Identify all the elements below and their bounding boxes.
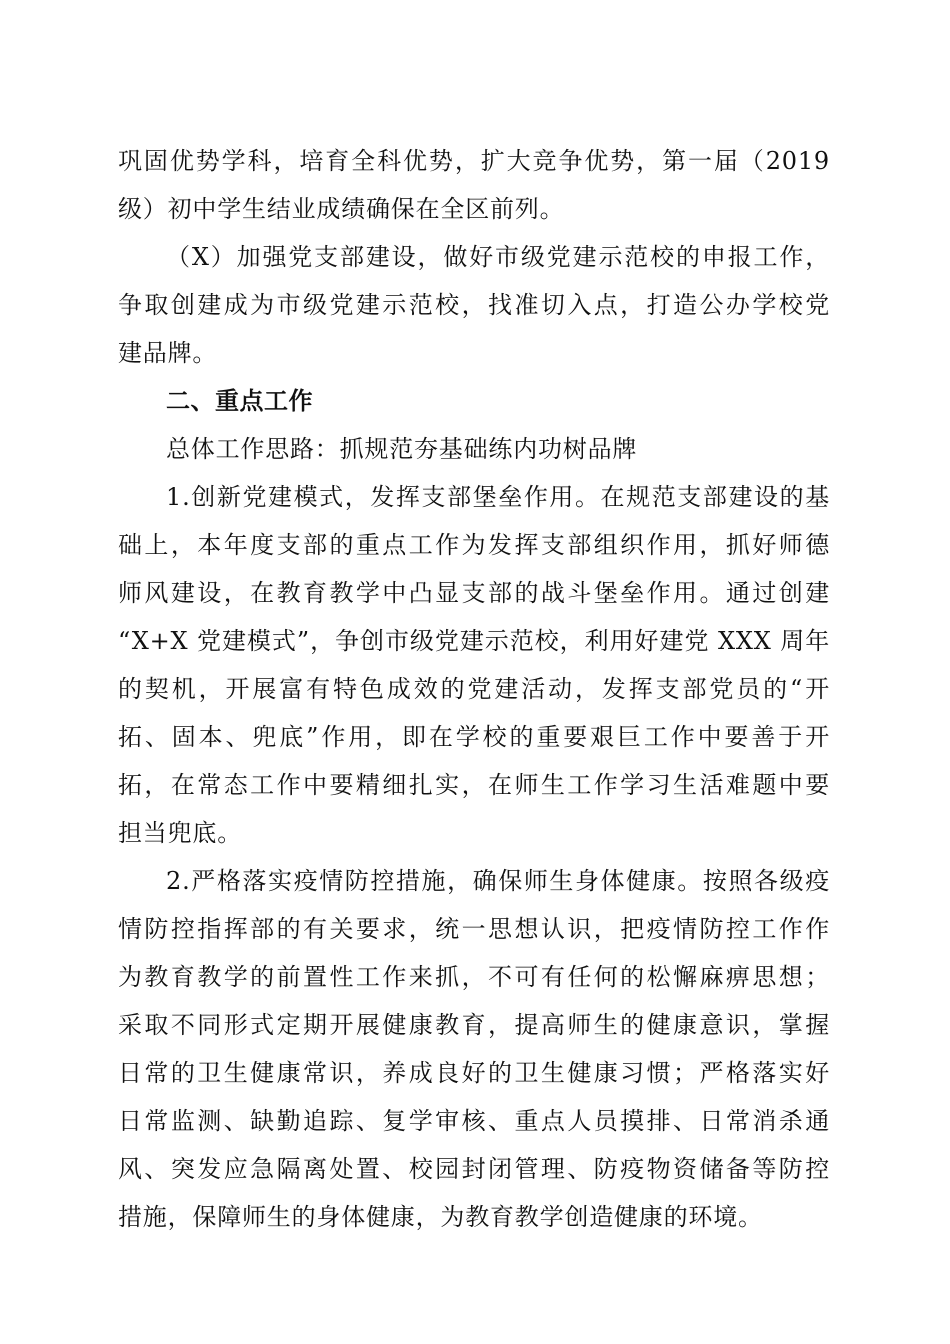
paragraph-line: 风、突发应急隔离处置、校园封闭管理、防疫物资储备等防控 bbox=[118, 1155, 830, 1183]
paragraph-line: 争取创建成为市级党建示范校，找准切入点，打造公办学校党 bbox=[118, 291, 830, 319]
section-heading: 二、重点工作 bbox=[166, 387, 313, 415]
paragraph-line: 情防控指挥部的有关要求，统一思想认识，把疫情防控工作作 bbox=[118, 915, 830, 943]
paragraph-line: 的契机，开展富有特色成效的党建活动，发挥支部党员的“开 bbox=[118, 675, 830, 703]
paragraph-line: 措施，保障师生的身体健康，为教育教学创造健康的环境。 bbox=[118, 1203, 763, 1231]
paragraph-line: 师风建设，在教育教学中凸显支部的战斗堡垒作用。通过创建 bbox=[118, 579, 830, 607]
paragraph-line: 为教育教学的前置性工作来抓，不可有任何的松懈麻痹思想； bbox=[118, 963, 830, 991]
paragraph-line: 建品牌。 bbox=[118, 339, 218, 367]
paragraph-line: 总体工作思路：抓规范夯基础练内功树品牌 bbox=[166, 435, 638, 463]
paragraph-line: 级）初中学生结业成绩确保在全区前列。 bbox=[118, 195, 565, 223]
paragraph-line: 1.创新党建模式，发挥支部堡垒作用。在规范支部建设的基 bbox=[166, 483, 830, 511]
paragraph-line: “X+X 党建模式”，争创市级党建示范校，利用好建党 XXX 周年 bbox=[118, 627, 830, 655]
paragraph-line: 巩固优势学科，培育全科优势，扩大竞争优势，第一届（2019 bbox=[118, 147, 830, 175]
paragraph-line: 2.严格落实疫情防控措施，确保师生身体健康。按照各级疫 bbox=[166, 867, 830, 895]
paragraph-line: 拓、固本、兜底”作用，即在学校的重要艰巨工作中要善于开 bbox=[118, 723, 830, 751]
document-body bbox=[118, 137, 830, 1241]
paragraph-line: （X）加强党支部建设，做好市级党建示范校的申报工作， bbox=[166, 243, 830, 271]
paragraph-line: 日常监测、缺勤追踪、复学审核、重点人员摸排、日常消杀通 bbox=[118, 1107, 830, 1135]
paragraph-line: 拓，在常态工作中要精细扎实，在师生工作学习生活难题中要 bbox=[118, 771, 830, 799]
paragraph-line: 日常的卫生健康常识，养成良好的卫生健康习惯；严格落实好 bbox=[118, 1059, 830, 1087]
paragraph-line: 采取不同形式定期开展健康教育，提高师生的健康意识，掌握 bbox=[118, 1011, 830, 1039]
paragraph-line: 担当兜底。 bbox=[118, 819, 242, 847]
paragraph-line: 础上，本年度支部的重点工作为发挥支部组织作用，抓好师德 bbox=[118, 531, 830, 559]
